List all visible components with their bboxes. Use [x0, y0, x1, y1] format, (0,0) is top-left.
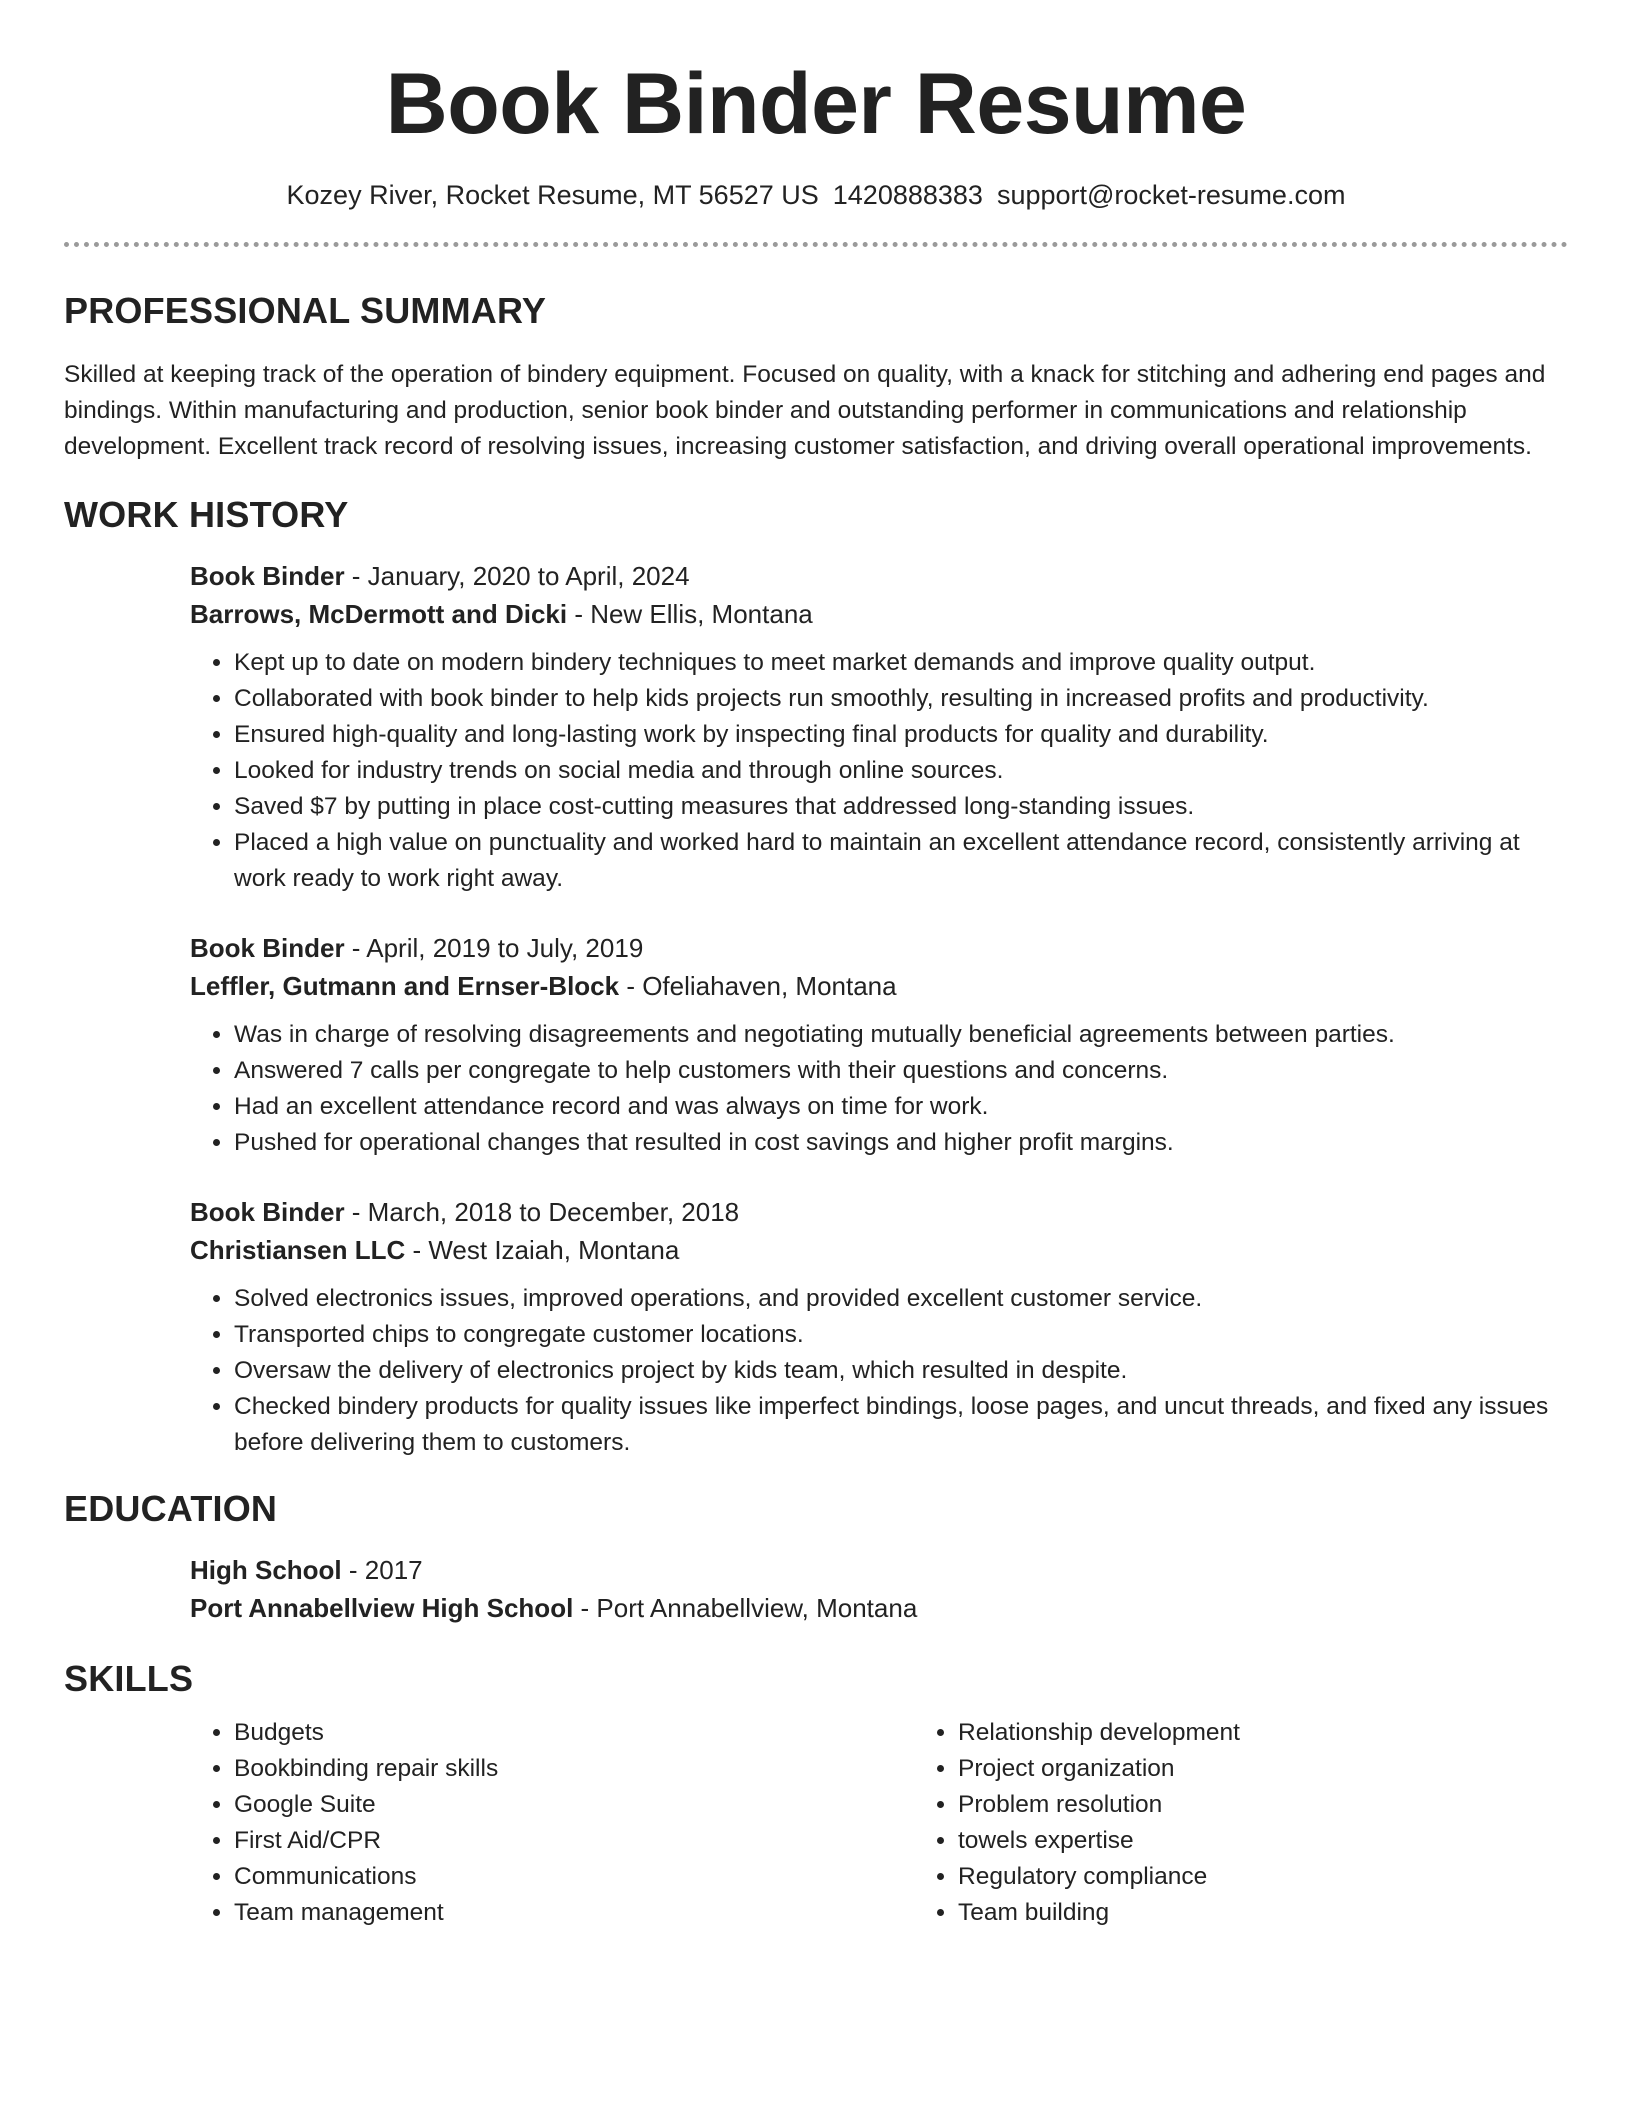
job-bullet: • Collaborated with book binder to help kids projects run smoothly, resulting in increased profits and productivity.	[234, 681, 1568, 717]
skill-item: • Google Suite	[234, 1787, 914, 1823]
skills-list-right	[914, 1715, 1558, 1931]
contact-email: support@rocket-resume.com	[996, 180, 1346, 210]
job-dates: - March, 2018 to December, 2018	[344, 1197, 740, 1227]
skills-list-left	[64, 1715, 914, 1931]
job-dates: - January, 2020 to April, 2024	[344, 561, 690, 591]
education-school: Port Annabellview High School	[190, 1593, 574, 1623]
education-degree: High School	[190, 1555, 342, 1585]
job-role: Book Binder	[190, 561, 345, 591]
job-bullet: • Oversaw the delivery of electronics project by kids team, which resulted in despite.	[234, 1353, 1568, 1389]
job-location: - New Ellis, Montana	[567, 599, 813, 629]
skill-item: • Budgets	[234, 1715, 914, 1751]
job-company-line	[190, 1231, 1568, 1269]
contact-line	[64, 178, 1568, 212]
job-role-line	[190, 929, 1568, 967]
job-bullets	[64, 1017, 1568, 1161]
resume-title: Book Binder Resume	[385, 56, 1247, 152]
skills-section	[64, 1657, 1568, 1931]
job-company: Leffler, Gutmann and Ernser-Block	[190, 971, 620, 1001]
job-bullet: • Ensured high-quality and long-lasting work by inspecting final products for quality and durability.	[234, 717, 1568, 753]
skill-item: • Team building	[958, 1895, 1558, 1931]
education-entry	[190, 1551, 1568, 1627]
skill-item: • Relationship development	[958, 1715, 1558, 1751]
job-company-line	[190, 967, 1568, 1005]
skill-item: • Team management	[234, 1895, 914, 1931]
education-section	[64, 1487, 1568, 1627]
job-location: - West Izaiah, Montana	[405, 1235, 680, 1265]
section-title-summary: PROFESSIONAL SUMMARY	[64, 290, 547, 331]
contact-address: Kozey River, Rocket Resume, MT 56527 US	[286, 180, 819, 210]
job-role: Book Binder	[190, 1197, 345, 1227]
job-entry	[190, 929, 1568, 1161]
job-role-line	[190, 557, 1568, 595]
job-bullet: • Transported chips to congregate customer locations.	[234, 1317, 1568, 1353]
summary-text: Skilled at keeping track of the operation of bindery equipment. Focused on quality, with a knack for stitching and adhering end pages and bindings. Within manufacturing and production, senior book binder and outstanding performer in communications and relationship development. Excellent track record of resolving issues, increasing customer satisfaction, and driving overall operational improvements.	[64, 361, 1546, 460]
job-bullet: • Answered 7 calls per congregate to help customers with their questions and concerns.	[234, 1053, 1568, 1089]
job-company: Barrows, McDermott and Dicki	[190, 599, 568, 629]
skill-item: • towels expertise	[958, 1823, 1558, 1859]
job-bullet: • Saved $7 by putting in place cost-cutting measures that addressed long-standing issues.	[234, 789, 1568, 825]
job-bullets	[64, 645, 1568, 897]
job-bullet: • Pushed for operational changes that resulted in cost savings and higher profit margins.	[234, 1125, 1568, 1161]
job-company-line	[190, 595, 1568, 633]
education-location: - Port Annabellview, Montana	[573, 1593, 918, 1623]
header-divider	[64, 242, 1568, 247]
summary-section	[64, 289, 1568, 465]
job-bullet: • Placed a high value on punctuality and worked hard to maintain an excellent attendance record, consistently arriving at work ready to work right away.	[234, 825, 1568, 897]
job-bullet: • Looked for industry trends on social media and through online sources.	[234, 753, 1568, 789]
skill-item: • Project organization	[958, 1751, 1558, 1787]
section-title-education: EDUCATION	[64, 1488, 278, 1529]
job-bullet: • Checked bindery products for quality issues like imperfect bindings, loose pages, and uncut threads, and fixed any issues before delivering them to customers.	[234, 1389, 1568, 1461]
job-company: Christiansen LLC	[190, 1235, 406, 1265]
skills-columns	[64, 1715, 1568, 1931]
job-role-line	[190, 1193, 1568, 1231]
job-dates: - April, 2019 to July, 2019	[344, 933, 644, 963]
contact-phone: 1420888383	[832, 180, 983, 210]
job-entry	[190, 557, 1568, 897]
skill-item: • Problem resolution	[958, 1787, 1558, 1823]
skill-item: • Communications	[234, 1859, 914, 1895]
job-bullets	[64, 1281, 1568, 1461]
job-bullet: • Had an excellent attendance record and was always on time for work.	[234, 1089, 1568, 1125]
skill-item: • First Aid/CPR	[234, 1823, 914, 1859]
section-title-work: WORK HISTORY	[64, 494, 349, 535]
education-school-line	[190, 1589, 1568, 1627]
job-bullet: • Solved electronics issues, improved operations, and provided excellent customer service.	[234, 1281, 1568, 1317]
section-title-skills: SKILLS	[64, 1658, 194, 1699]
job-bullet: • Kept up to date on modern bindery techniques to meet market demands and improve quality output.	[234, 645, 1568, 681]
job-location: - Ofeliahaven, Montana	[619, 971, 897, 1001]
work-section	[64, 493, 1568, 1461]
skill-item: • Bookbinding repair skills	[234, 1751, 914, 1787]
skill-item: • Regulatory compliance	[958, 1859, 1558, 1895]
education-degree-line	[190, 1551, 1568, 1589]
job-entry	[190, 1193, 1568, 1461]
job-role: Book Binder	[190, 933, 345, 963]
job-bullet: • Was in charge of resolving disagreements and negotiating mutually beneficial agreements between parties.	[234, 1017, 1568, 1053]
education-year: - 2017	[341, 1555, 423, 1585]
